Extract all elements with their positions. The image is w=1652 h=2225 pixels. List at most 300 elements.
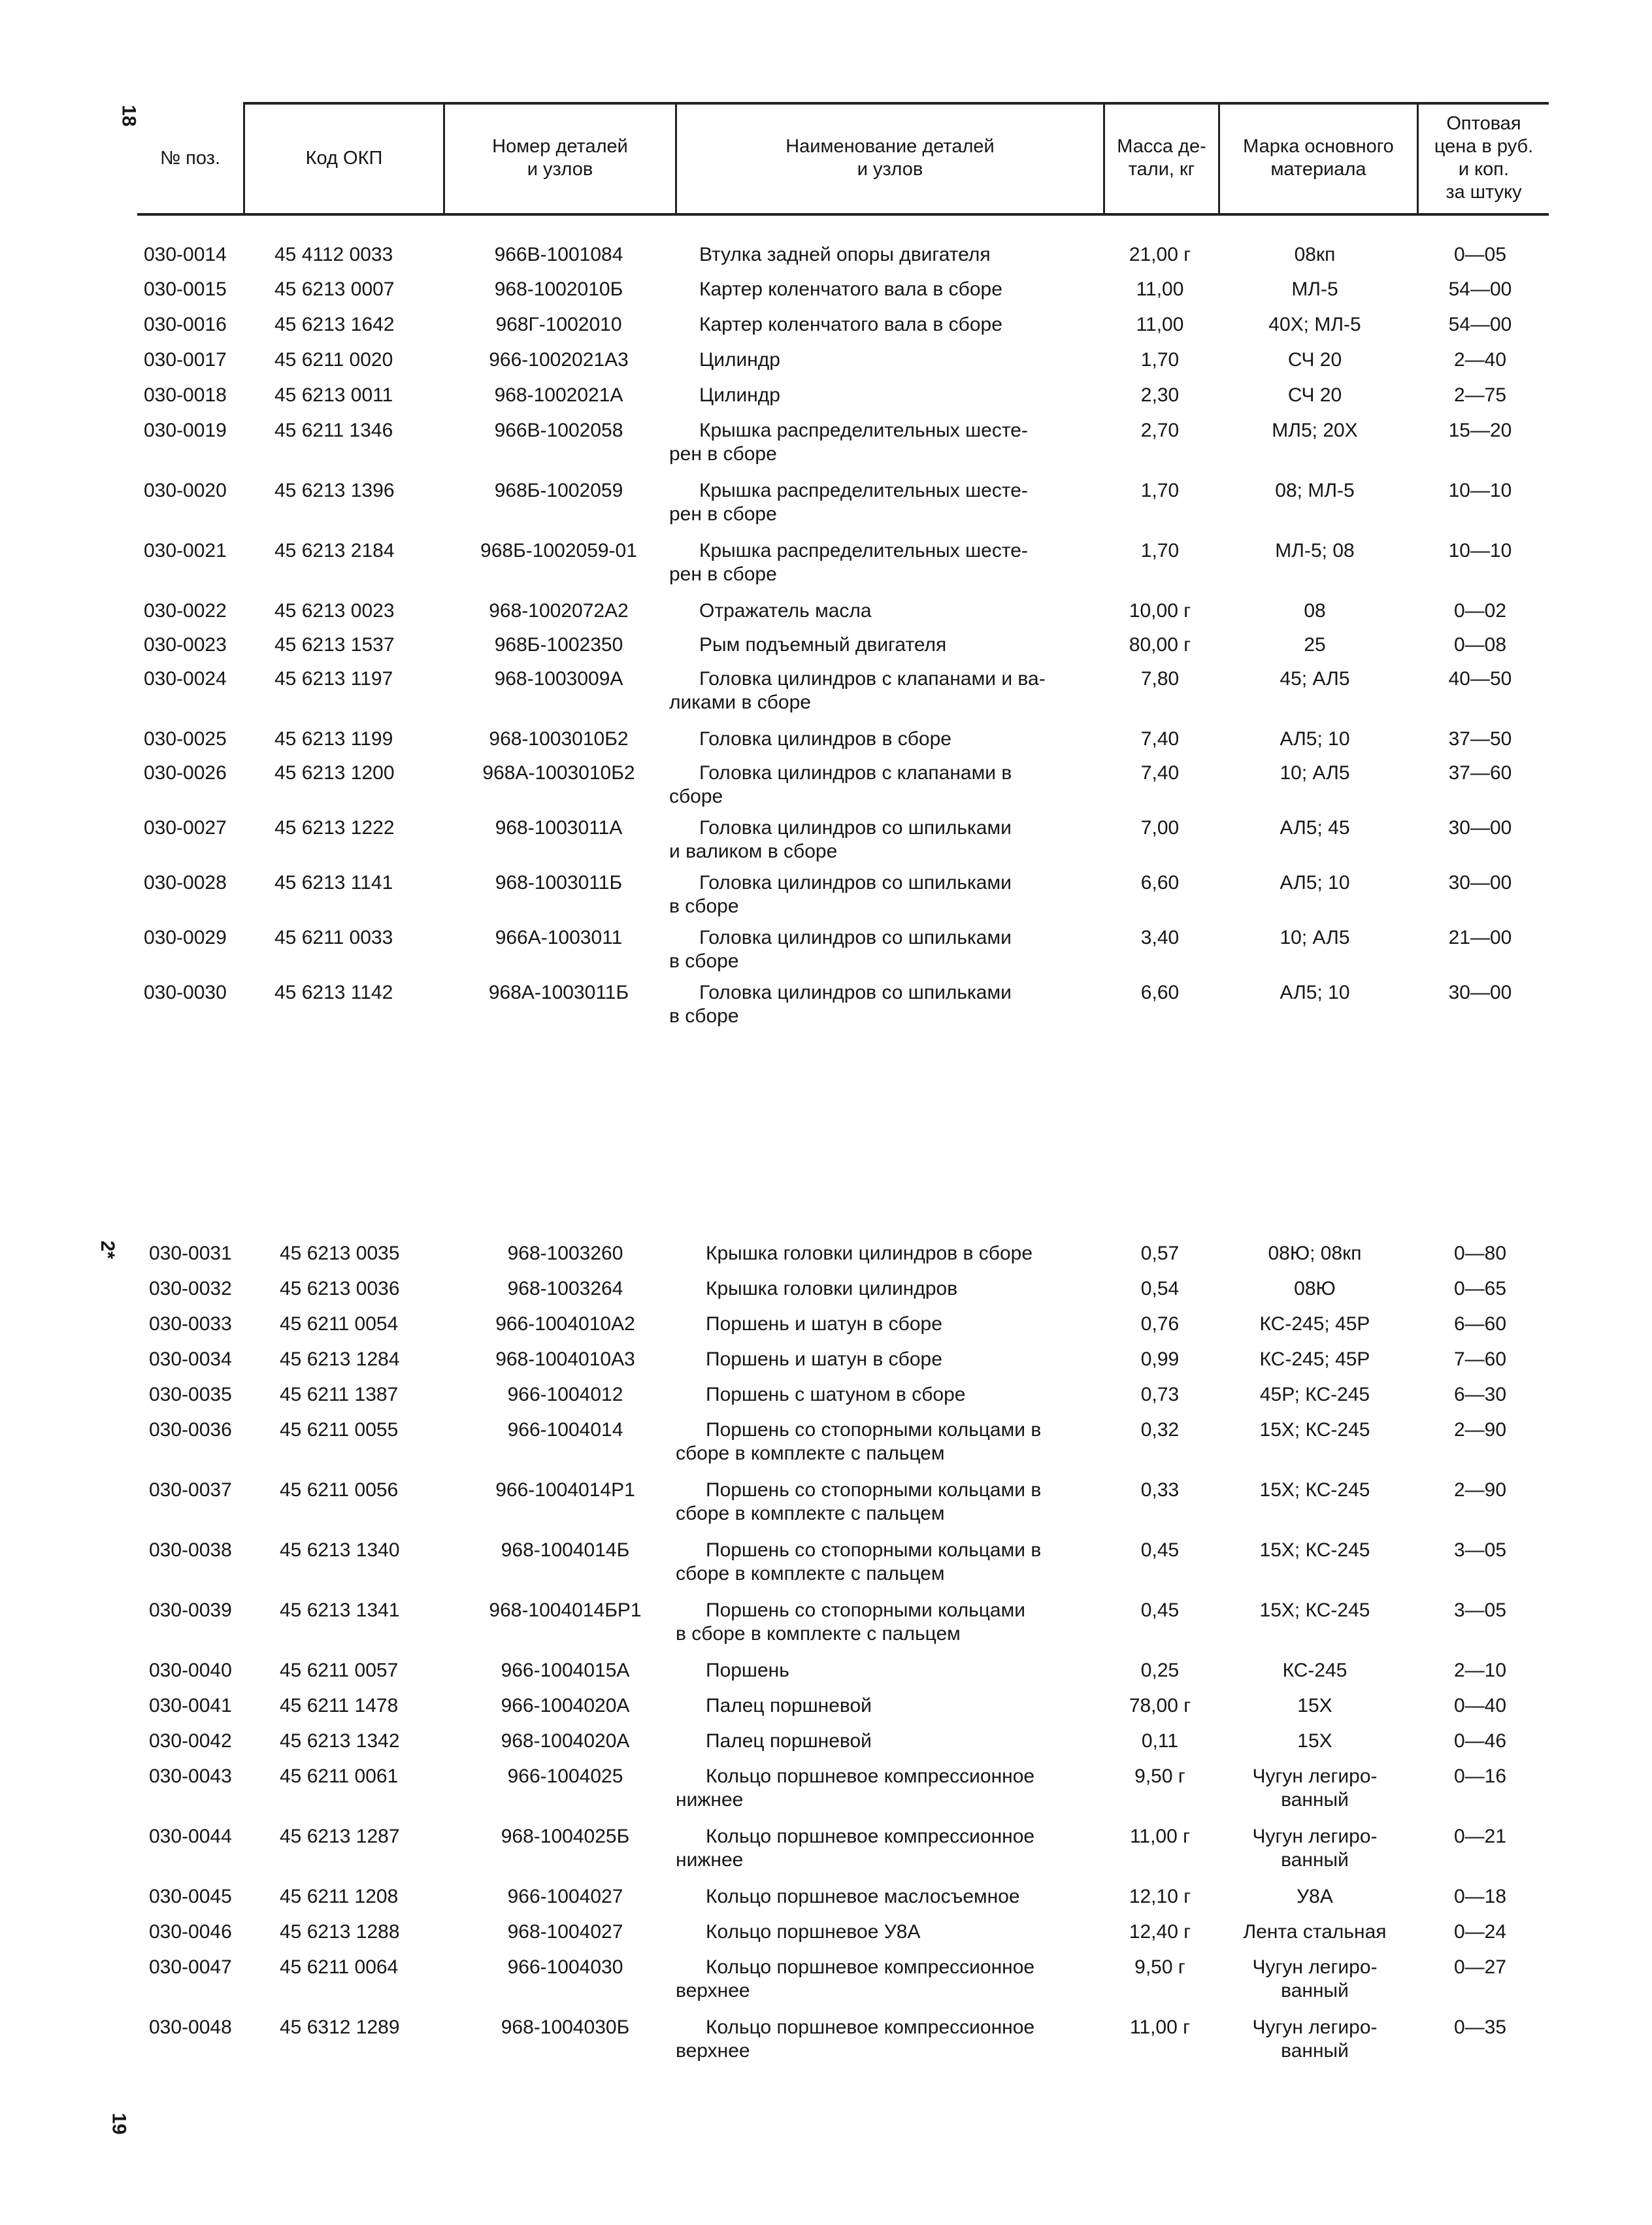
cell-price: 0—08 — [1453, 634, 1507, 656]
cell-mass: 0,57 — [1140, 1243, 1180, 1264]
material-line: КС-245; 45Р — [1259, 1348, 1370, 1370]
part-name-line: Головка цилиндров с клапанами в — [699, 762, 1012, 784]
cell-material — [1217, 1242, 1413, 1265]
part-name-line: в сборе — [669, 950, 739, 972]
material-line: 15Х; КС-245 — [1259, 1419, 1370, 1441]
cell-mass: 80,00 г — [1129, 634, 1191, 656]
material-line: МЛ-5 — [1291, 278, 1338, 300]
material-line: Чугун легиро- — [1252, 1765, 1378, 1787]
part-name-line: Цилиндр — [699, 349, 780, 371]
cell-part-name — [669, 926, 1111, 973]
cell-part-name — [673, 728, 1111, 751]
cell-part-number: 968-1004027 — [507, 1921, 623, 1943]
cell-mass: 11,00 — [1136, 314, 1184, 335]
material-line: 10; АЛ5 — [1280, 927, 1350, 948]
page-number-top: 18 — [118, 105, 140, 127]
cell-material — [1217, 1825, 1413, 1872]
material-line: ванный — [1281, 1980, 1349, 2001]
part-name-line: нижнее — [676, 1789, 744, 1811]
material-line: АЛ5; 10 — [1280, 872, 1350, 894]
cell-mass: 11,00 г — [1129, 1826, 1191, 1847]
cell-price: 0—16 — [1453, 1765, 1507, 1787]
cell-mass: 3,40 — [1140, 927, 1180, 948]
cell-position: 030-0027 — [144, 817, 227, 839]
material-line: ванный — [1281, 1789, 1349, 1811]
cell-part-name — [669, 871, 1111, 918]
material-line: 45; АЛ5 — [1280, 668, 1350, 690]
cell-okp-code: 45 6213 0035 — [280, 1243, 400, 1264]
cell-price: 54—00 — [1448, 314, 1512, 335]
cell-material — [1217, 633, 1413, 657]
cell-part-number: 966А-1003011 — [495, 927, 623, 948]
header-mass: Масса де- тали, кг — [1117, 136, 1206, 180]
cell-mass: 0,73 — [1140, 1384, 1180, 1405]
cell-okp-code: 45 6211 0055 — [280, 1419, 399, 1441]
cell-price: 30—00 — [1448, 982, 1512, 1003]
cell-part-name — [673, 348, 1111, 372]
cell-mass: 0,45 — [1140, 1539, 1180, 1561]
cell-part-name — [676, 1418, 1117, 1465]
cell-material — [1217, 1730, 1413, 1753]
cell-part-name — [680, 1242, 1117, 1265]
cell-material — [1217, 313, 1413, 337]
part-name-line: Кольцо поршневое компрессионное — [706, 1765, 1035, 1787]
cell-price: 7—60 — [1453, 1348, 1507, 1370]
cell-mass: 7,40 — [1140, 762, 1180, 784]
cell-price: 30—00 — [1448, 872, 1512, 894]
cell-okp-code: 45 6213 1341 — [280, 1599, 400, 1621]
cell-okp-code: 45 6213 0023 — [274, 600, 395, 622]
cell-price: 30—00 — [1448, 817, 1512, 839]
cell-material — [1217, 1313, 1413, 1336]
material-line: Лента стальная — [1243, 1921, 1387, 1943]
cell-part-name — [673, 243, 1111, 267]
part-name-line: Головка цилиндров со шпильками — [699, 872, 1012, 894]
cell-position: 030-0025 — [144, 728, 227, 750]
cell-material — [1217, 816, 1413, 840]
part-name-line: в сборе в комплекте с пальцем — [676, 1623, 961, 1645]
material-line: МЛ5; 20Х — [1272, 420, 1358, 441]
cell-okp-code: 45 6213 1284 — [280, 1348, 400, 1370]
cell-mass: 12,40 г — [1129, 1921, 1191, 1943]
cell-material — [1217, 348, 1413, 372]
cell-price: 2—75 — [1453, 384, 1507, 406]
cell-price: 2—90 — [1453, 1419, 1507, 1441]
cell-okp-code: 45 6211 0054 — [280, 1313, 399, 1335]
part-name-line: Цилиндр — [699, 384, 780, 406]
part-name-line: Головка цилиндров со шпильками — [699, 817, 1012, 839]
part-name-line: Кольцо поршневое компрессионное — [706, 2016, 1035, 2038]
cell-mass: 9,50 г — [1134, 1956, 1185, 1978]
part-name-line: Поршень со стопорными кольцами в — [706, 1479, 1042, 1501]
cell-material — [1217, 1277, 1413, 1301]
material-line: СЧ 20 — [1287, 349, 1342, 371]
cell-mass: 10,00 г — [1129, 600, 1191, 622]
material-line: 08Ю — [1294, 1278, 1336, 1299]
cell-part-name — [676, 1825, 1117, 1872]
cell-mass: 1,70 — [1140, 480, 1180, 501]
cell-part-number: 968-1003010Б2 — [489, 728, 629, 750]
cell-mass: 0,11 — [1141, 1730, 1179, 1752]
part-name-line: Поршень — [706, 1660, 789, 1681]
cell-part-number: 966-1002021А3 — [489, 349, 629, 371]
cell-okp-code: 45 6211 0061 — [280, 1765, 399, 1787]
cell-material — [1217, 1920, 1413, 1944]
cell-price: 0—35 — [1453, 2016, 1507, 2038]
cell-part-name — [669, 761, 1111, 809]
cell-part-name — [680, 1383, 1117, 1407]
part-name-line: сборе — [669, 786, 723, 807]
signature-mark: 2* — [97, 1240, 119, 1260]
cell-part-number: 968Б-1002059-01 — [480, 540, 637, 561]
part-name-line: ликами в сборе — [669, 692, 811, 713]
cell-part-name — [676, 1539, 1117, 1586]
cell-part-number: 968-1003009А — [494, 668, 623, 690]
cell-part-number: 966-1004027 — [507, 1886, 623, 1907]
cell-position: 030-0036 — [149, 1419, 232, 1441]
part-name-line: Палец поршневой — [706, 1730, 872, 1752]
cell-part-number: 966-1004014Р1 — [495, 1479, 635, 1501]
cell-part-number: 968-1004020А — [501, 1730, 630, 1752]
part-name-line: в сборе — [669, 895, 739, 917]
part-name-line: Головка цилиндров в сборе — [699, 728, 951, 750]
cell-position: 030-0020 — [144, 480, 227, 501]
cell-okp-code: 45 6312 1289 — [280, 2016, 400, 2038]
part-name-line: рен в сборе — [669, 563, 777, 585]
cell-material — [1217, 1956, 1413, 2003]
part-name-line: Крышка головки цилиндров — [706, 1278, 958, 1299]
cell-part-number: 968-1004030Б — [501, 2016, 630, 2038]
material-line: ванный — [1281, 2040, 1349, 2062]
cell-position: 030-0040 — [149, 1660, 232, 1681]
material-line: КС-245 — [1282, 1660, 1347, 1681]
cell-price: 0—24 — [1453, 1921, 1507, 1943]
material-line: 45Р; КС-245 — [1259, 1384, 1370, 1405]
material-line: 15Х — [1297, 1730, 1332, 1752]
cell-mass: 1,70 — [1140, 349, 1180, 371]
cell-part-name — [673, 599, 1111, 623]
cell-price: 6—30 — [1453, 1384, 1507, 1405]
cell-position: 030-0026 — [144, 762, 227, 784]
cell-mass: 0,33 — [1140, 1479, 1180, 1501]
cell-price: 0—05 — [1453, 244, 1507, 265]
cell-part-number: 968Б-1002350 — [494, 634, 623, 656]
cell-okp-code: 45 6213 1141 — [274, 872, 393, 894]
cell-mass: 11,00 — [1136, 278, 1184, 300]
part-name-line: Кольцо поршневое компрессионное — [706, 1956, 1035, 1978]
cell-part-number: 966-1004015А — [501, 1660, 630, 1681]
cell-position: 030-0046 — [149, 1921, 232, 1943]
cell-material — [1217, 728, 1413, 751]
cell-okp-code: 45 6211 1208 — [280, 1886, 399, 1907]
cell-okp-code: 45 6213 1197 — [274, 668, 393, 690]
cell-position: 030-0021 — [144, 540, 227, 561]
cell-part-name — [680, 1730, 1117, 1753]
cell-price: 15—20 — [1448, 420, 1512, 441]
cell-position: 030-0032 — [149, 1278, 232, 1299]
cell-part-name — [676, 2016, 1117, 2063]
cell-position: 030-0018 — [144, 384, 227, 406]
cell-part-number: 966-1004025 — [507, 1765, 623, 1787]
cell-material — [1217, 1418, 1413, 1442]
cell-part-number: 966-1004012 — [507, 1384, 623, 1405]
cell-price: 2—90 — [1453, 1479, 1507, 1501]
cell-okp-code: 45 6211 0033 — [274, 927, 393, 948]
header-number: Номер деталей и узлов — [492, 136, 628, 180]
cell-part-name — [669, 816, 1111, 863]
part-name-line: Крышка головки цилиндров в сборе — [706, 1243, 1033, 1264]
part-name-line: и валиком в сборе — [669, 841, 838, 862]
cell-part-number: 968-1004025Б — [501, 1826, 630, 1847]
cell-okp-code: 45 6213 1642 — [274, 314, 395, 335]
cell-part-number: 968-1003011А — [495, 817, 623, 839]
cell-mass: 78,00 г — [1129, 1695, 1191, 1716]
cell-part-number: 966В-1002058 — [494, 420, 623, 441]
cell-part-name — [669, 479, 1111, 526]
cell-part-number: 968-1003011Б — [495, 872, 623, 894]
cell-okp-code: 45 6211 1387 — [280, 1384, 399, 1405]
cell-part-name — [673, 384, 1111, 407]
material-line: 10; АЛ5 — [1280, 762, 1350, 784]
part-name-line: верхнее — [676, 1980, 750, 2001]
cell-mass: 11,00 г — [1129, 2016, 1191, 2038]
material-line: 08Ю; 08кп — [1268, 1243, 1362, 1264]
cell-price: 40—50 — [1448, 668, 1512, 690]
part-name-line: Картер коленчатого вала в сборе — [699, 314, 1002, 335]
material-line: 25 — [1304, 634, 1326, 656]
cell-part-number: 966-1004030 — [507, 1956, 623, 1978]
part-name-line: Палец поршневой — [706, 1695, 872, 1716]
material-line: 08; МЛ-5 — [1275, 480, 1355, 501]
cell-position: 030-0015 — [144, 278, 227, 300]
cell-position: 030-0028 — [144, 872, 227, 894]
cell-mass: 21,00 г — [1129, 244, 1191, 265]
material-line: 08кп — [1294, 244, 1336, 265]
cell-price: 0—21 — [1453, 1826, 1507, 1847]
cell-okp-code: 45 6213 1340 — [280, 1539, 400, 1561]
cell-part-number: 968-1004010А3 — [495, 1348, 635, 1370]
part-name-line: Кольцо поршневое маслосъемное — [706, 1886, 1020, 1907]
cell-material — [1217, 761, 1413, 785]
part-name-line: сборе в комплекте с пальцем — [676, 1443, 945, 1464]
cell-part-number: 966-1004020А — [501, 1695, 630, 1716]
cell-okp-code: 45 6213 1287 — [280, 1826, 400, 1847]
cell-price: 21—00 — [1448, 927, 1512, 948]
material-line: 40Х; МЛ-5 — [1268, 314, 1361, 335]
cell-position: 030-0048 — [149, 2016, 232, 2038]
cell-position: 030-0023 — [144, 634, 227, 656]
cell-okp-code: 45 6211 0064 — [280, 1956, 399, 1978]
cell-material — [1217, 1348, 1413, 1371]
cell-material — [1217, 926, 1413, 950]
material-line: АЛ5; 10 — [1280, 982, 1350, 1003]
cell-material — [1217, 278, 1413, 301]
cell-position: 030-0038 — [149, 1539, 232, 1561]
cell-price: 0—18 — [1453, 1886, 1507, 1907]
cell-mass: 0,32 — [1140, 1419, 1180, 1441]
part-name-line: Крышка распределительных шесте- — [699, 420, 1028, 441]
cell-part-name — [673, 313, 1111, 337]
cell-position: 030-0017 — [144, 349, 227, 371]
part-name-line: Поршень и шатун в сборе — [706, 1348, 942, 1370]
cell-material — [1217, 1383, 1413, 1407]
cell-part-number: 968А-1003011Б — [488, 982, 629, 1003]
cell-position: 030-0047 — [149, 1956, 232, 1978]
cell-part-name — [676, 1599, 1117, 1646]
part-name-line: Головка цилиндров с клапанами и ва- — [699, 668, 1046, 690]
cell-material — [1217, 539, 1413, 563]
cell-price: 10—10 — [1448, 540, 1512, 561]
part-name-line: Крышка распределительных шесте- — [699, 480, 1028, 501]
part-name-line: рен в сборе — [669, 443, 777, 465]
cell-price: 0—40 — [1453, 1695, 1507, 1716]
header-material: Марка основного материала — [1243, 136, 1394, 180]
header-pos: № поз. — [159, 147, 221, 169]
cell-price: 0—02 — [1453, 600, 1507, 622]
cell-part-name — [673, 278, 1111, 301]
cell-part-name — [673, 633, 1111, 657]
cell-okp-code: 45 6213 0007 — [274, 278, 395, 300]
cell-material — [1217, 479, 1413, 503]
cell-part-name — [680, 1694, 1117, 1718]
cell-position: 030-0019 — [144, 420, 227, 441]
cell-position: 030-0033 — [149, 1313, 232, 1335]
cell-okp-code: 45 6213 2184 — [274, 540, 395, 561]
material-line: Чугун легиро- — [1252, 1826, 1378, 1847]
part-name-line: Поршень со стопорными кольцами в — [706, 1419, 1042, 1441]
cell-part-number: 968Г-1002010 — [495, 314, 622, 335]
cell-mass: 7,80 — [1140, 668, 1180, 690]
part-name-line: Поршень с шатуном в сборе — [706, 1384, 966, 1405]
part-name-line: Рым подъемный двигателя — [699, 634, 947, 656]
cell-okp-code: 45 6213 1200 — [274, 762, 395, 784]
cell-mass: 6,60 — [1140, 872, 1180, 894]
cell-part-name — [680, 1277, 1117, 1301]
cell-price: 3—05 — [1453, 1599, 1507, 1621]
cell-price: 3—05 — [1453, 1539, 1507, 1561]
cell-material — [1217, 1659, 1413, 1682]
cell-price: 0—65 — [1453, 1278, 1507, 1299]
material-line: АЛ5; 45 — [1280, 817, 1350, 839]
cell-part-number: 968-1003260 — [507, 1243, 623, 1264]
cell-part-number: 966-1004014 — [507, 1419, 623, 1441]
cell-position: 030-0030 — [144, 982, 227, 1003]
cell-position: 030-0016 — [144, 314, 227, 335]
cell-material — [1217, 1539, 1413, 1562]
part-name-line: сборе в комплекте с пальцем — [676, 1563, 945, 1584]
material-line: Чугун легиро- — [1252, 1956, 1378, 1978]
cell-position: 030-0022 — [144, 600, 227, 622]
cell-material — [1217, 243, 1413, 267]
cell-part-name — [680, 1920, 1117, 1944]
cell-mass: 0,25 — [1140, 1660, 1180, 1681]
cell-okp-code: 45 6213 1537 — [274, 634, 395, 656]
cell-position: 030-0041 — [149, 1695, 232, 1716]
cell-mass: 0,54 — [1140, 1278, 1180, 1299]
cell-material — [1217, 599, 1413, 623]
cell-mass: 0,99 — [1140, 1348, 1180, 1370]
cell-mass: 2,30 — [1140, 384, 1180, 406]
cell-mass: 12,10 г — [1129, 1886, 1191, 1907]
cell-price: 0—46 — [1453, 1730, 1507, 1752]
material-line: 08 — [1304, 600, 1326, 622]
cell-part-number: 966В-1001084 — [494, 244, 623, 265]
part-name-line: рен в сборе — [669, 503, 777, 525]
part-name-line: Головка цилиндров со шпильками — [699, 982, 1012, 1003]
material-line: 15Х; КС-245 — [1259, 1599, 1370, 1621]
cell-position: 030-0045 — [149, 1886, 232, 1907]
cell-part-name — [680, 1348, 1117, 1371]
part-name-line: Картер коленчатого вала в сборе — [699, 278, 1002, 300]
cell-okp-code: 45 6213 1396 — [274, 480, 395, 501]
cell-okp-code: 45 6213 1222 — [274, 817, 395, 839]
cell-part-name — [669, 419, 1111, 466]
cell-part-name — [669, 539, 1111, 586]
cell-material — [1217, 1765, 1413, 1812]
part-name-line: Втулка задней опоры двигателя — [699, 244, 991, 265]
cell-okp-code: 45 6213 1288 — [280, 1921, 400, 1943]
cell-price: 10—10 — [1448, 480, 1512, 501]
cell-okp-code: 45 6211 1478 — [280, 1695, 399, 1716]
material-line: Чугун легиро- — [1252, 2016, 1378, 2038]
cell-price: 2—40 — [1453, 349, 1507, 371]
cell-position: 030-0043 — [149, 1765, 232, 1787]
cell-position: 030-0034 — [149, 1348, 232, 1370]
cell-mass: 6,60 — [1140, 982, 1180, 1003]
cell-material — [1217, 1599, 1413, 1622]
material-line: У8А — [1297, 1886, 1333, 1907]
cell-part-number: 968-1002072А2 — [489, 600, 629, 622]
cell-material — [1217, 871, 1413, 895]
cell-position: 030-0029 — [144, 927, 227, 948]
cell-material — [1217, 1479, 1413, 1502]
cell-part-name — [676, 1479, 1117, 1526]
material-line: 15Х; КС-245 — [1259, 1539, 1370, 1561]
cell-position: 030-0024 — [144, 668, 227, 690]
cell-material — [1217, 1885, 1413, 1909]
cell-okp-code: 45 6213 0011 — [274, 384, 393, 406]
cell-okp-code: 45 6211 0057 — [280, 1660, 399, 1681]
part-name-line: сборе в комплекте с пальцем — [676, 1503, 945, 1524]
material-line: 15Х — [1297, 1695, 1332, 1716]
cell-mass: 0,76 — [1140, 1313, 1180, 1335]
header-price: Оптовая цена в руб. и коп. за штуку — [1434, 113, 1534, 203]
material-line: ванный — [1281, 1849, 1349, 1871]
cell-part-name — [676, 1956, 1117, 2003]
part-name-line: Отражатель масла — [699, 600, 872, 622]
cell-material — [1217, 1694, 1413, 1718]
cell-mass: 9,50 г — [1134, 1765, 1185, 1787]
cell-material — [1217, 981, 1413, 1005]
material-line: 15Х; КС-245 — [1259, 1479, 1370, 1501]
cell-part-number: 968-1004014Б — [501, 1539, 630, 1561]
cell-position: 030-0031 — [149, 1243, 232, 1264]
cell-part-name — [669, 667, 1111, 714]
material-line: КС-245; 45Р — [1259, 1313, 1370, 1335]
cell-part-name — [669, 981, 1111, 1028]
cell-okp-code: 45 6213 1342 — [280, 1730, 400, 1752]
cell-price: 0—80 — [1453, 1243, 1507, 1264]
cell-okp-code: 45 4112 0033 — [274, 244, 393, 265]
cell-part-number: 968Б-1002059 — [494, 480, 623, 501]
cell-okp-code: 45 6213 1199 — [274, 728, 393, 750]
material-line: АЛ5; 10 — [1280, 728, 1350, 750]
cell-mass: 0,45 — [1140, 1599, 1180, 1621]
cell-okp-code: 45 6211 1346 — [274, 420, 393, 441]
cell-position: 030-0037 — [149, 1479, 232, 1501]
cell-mass: 1,70 — [1140, 540, 1180, 561]
cell-part-number: 968-1002021А — [494, 384, 623, 406]
